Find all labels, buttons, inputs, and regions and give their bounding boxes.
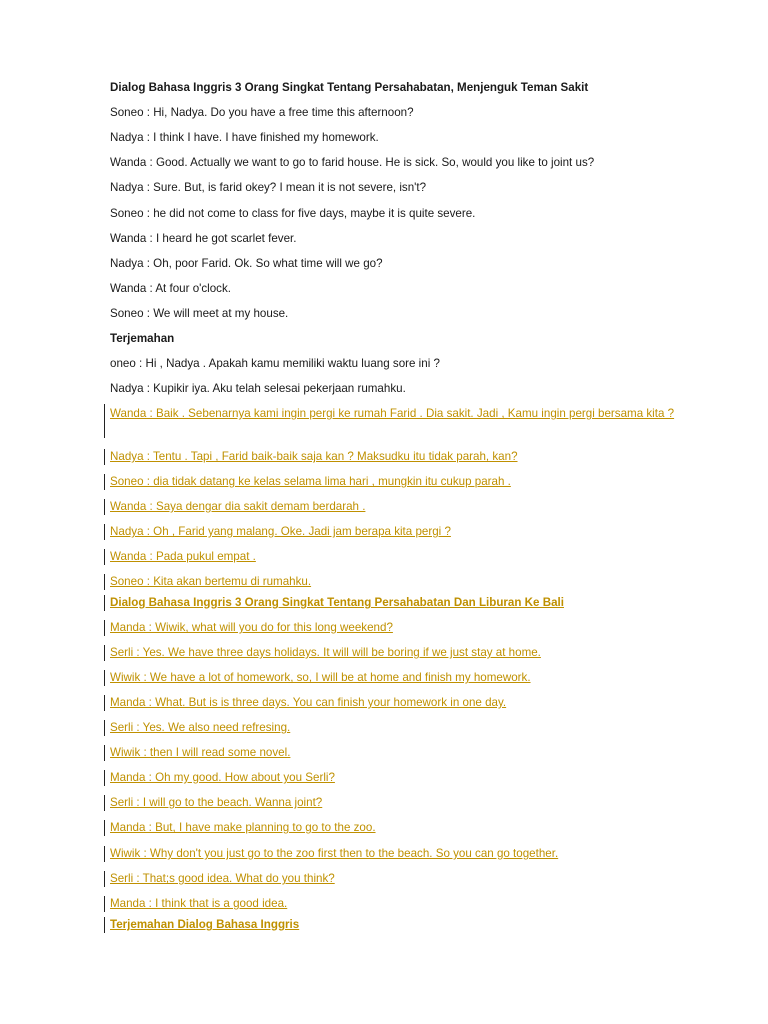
linked-line[interactable]: Nadya : Tentu . Tapi , Farid baik-baik saja kan ? Maksudku itu tidak parah, kan? xyxy=(110,450,518,463)
linked-line[interactable]: Wanda : Baik . Sebenarnya kami ingin pergi ke rumah Farid . Dia sakit. Jadi , Kamu ingin pergi bersama kita ? xyxy=(110,407,675,420)
linked-heading-liburan[interactable]: Dialog Bahasa Inggris 3 Orang Singkat Tentang Persahabatan Dan Liburan Ke Bali xyxy=(110,596,564,609)
linked-line[interactable]: Wiwik : We have a lot of homework, so, I will be at home and finish my homework. xyxy=(110,671,531,684)
change-bar xyxy=(104,595,105,611)
change-bar xyxy=(104,720,105,736)
change-bar xyxy=(104,770,105,786)
change-bar xyxy=(104,695,105,711)
dialog-line: Nadya : I think I have. I have finished my homework. xyxy=(110,131,379,144)
change-bar xyxy=(104,524,105,540)
dialog-line: Wanda : I heard he got scarlet fever. xyxy=(110,232,297,245)
linked-line[interactable]: Manda : What. But is is three days. You can finish your homework in one day. xyxy=(110,696,507,709)
heading-menjenguk: Dialog Bahasa Inggris 3 Orang Singkat Tentang Persahabatan, Menjenguk Teman Sakit xyxy=(110,81,589,94)
dialog-line: oneo : Hi , Nadya . Apakah kamu memiliki waktu luang sore ini ? xyxy=(110,357,440,370)
linked-line[interactable]: Serli : Yes. We have three days holidays. It will will be boring if we just stay at home. xyxy=(110,646,541,659)
dialog-line: Nadya : Sure. But, is farid okey? I mean it is not severe, isn't? xyxy=(110,181,427,194)
linked-line[interactable]: Wanda : Saya dengar dia sakit demam berdarah . xyxy=(110,500,366,513)
heading-terjemahan: Terjemahan xyxy=(110,332,175,345)
dialog-line: Soneo : Hi, Nadya. Do you have a free time this afternoon? xyxy=(110,106,414,119)
change-bar xyxy=(104,871,105,887)
change-bar xyxy=(104,745,105,761)
linked-line[interactable]: Manda : Oh my good. How about you Serli? xyxy=(110,771,335,784)
change-bar xyxy=(104,449,105,465)
linked-line[interactable]: Soneo : Kita akan bertemu di rumahku. xyxy=(110,575,312,588)
change-bar xyxy=(104,846,105,862)
linked-line[interactable]: Wiwik : Why don't you just go to the zoo first then to the beach. So you can go together. xyxy=(110,847,559,860)
dialog-line: Soneo : We will meet at my house. xyxy=(110,307,289,320)
linked-line[interactable]: Serli : I will go to the beach. Wanna joint? xyxy=(110,796,323,809)
linked-line[interactable]: Wanda : Pada pukul empat . xyxy=(110,550,256,563)
dialog-line: Nadya : Kupikir iya. Aku telah selesai pekerjaan rumahku. xyxy=(110,382,406,395)
linked-line[interactable]: Manda : I think that is a good idea. xyxy=(110,897,288,910)
change-bar xyxy=(104,574,105,590)
linked-heading-terjemahan[interactable]: Terjemahan Dialog Bahasa Inggris xyxy=(110,918,300,931)
change-bar xyxy=(104,549,105,565)
dialog-line: Nadya : Oh, poor Farid. Ok. So what time will we go? xyxy=(110,257,383,270)
change-bar xyxy=(104,896,105,912)
change-bar xyxy=(104,645,105,661)
change-bar xyxy=(104,820,105,836)
dialog-line: Wanda : At four o'clock. xyxy=(110,282,231,295)
linked-line[interactable]: Nadya : Oh , Farid yang malang. Oke. Jadi jam berapa kita pergi ? xyxy=(110,525,451,538)
dialog-line: Wanda : Good. Actually we want to go to farid house. He is sick. So, would you like to joint us? xyxy=(110,156,595,169)
linked-line[interactable]: Soneo : dia tidak datang ke kelas selama lima hari , mungkin itu cukup parah . xyxy=(110,475,511,488)
change-bar xyxy=(104,474,105,490)
change-bar xyxy=(104,670,105,686)
change-bar xyxy=(104,795,105,811)
linked-line[interactable]: Serli : Yes. We also need refresing. xyxy=(110,721,291,734)
change-bar xyxy=(104,917,105,933)
change-bar xyxy=(104,499,105,515)
linked-line[interactable]: Manda : But, I have make planning to go to the zoo. xyxy=(110,821,376,834)
linked-line[interactable]: Serli : That;s good idea. What do you think? xyxy=(110,872,335,885)
dialog-line: Soneo : he did not come to class for five days, maybe it is quite severe. xyxy=(110,207,476,220)
linked-line[interactable]: Manda : Wiwik, what will you do for this long weekend? xyxy=(110,621,393,634)
change-bar xyxy=(104,404,105,438)
linked-line[interactable]: Wiwik : then I will read some novel. xyxy=(110,746,291,759)
change-bar xyxy=(104,620,105,636)
